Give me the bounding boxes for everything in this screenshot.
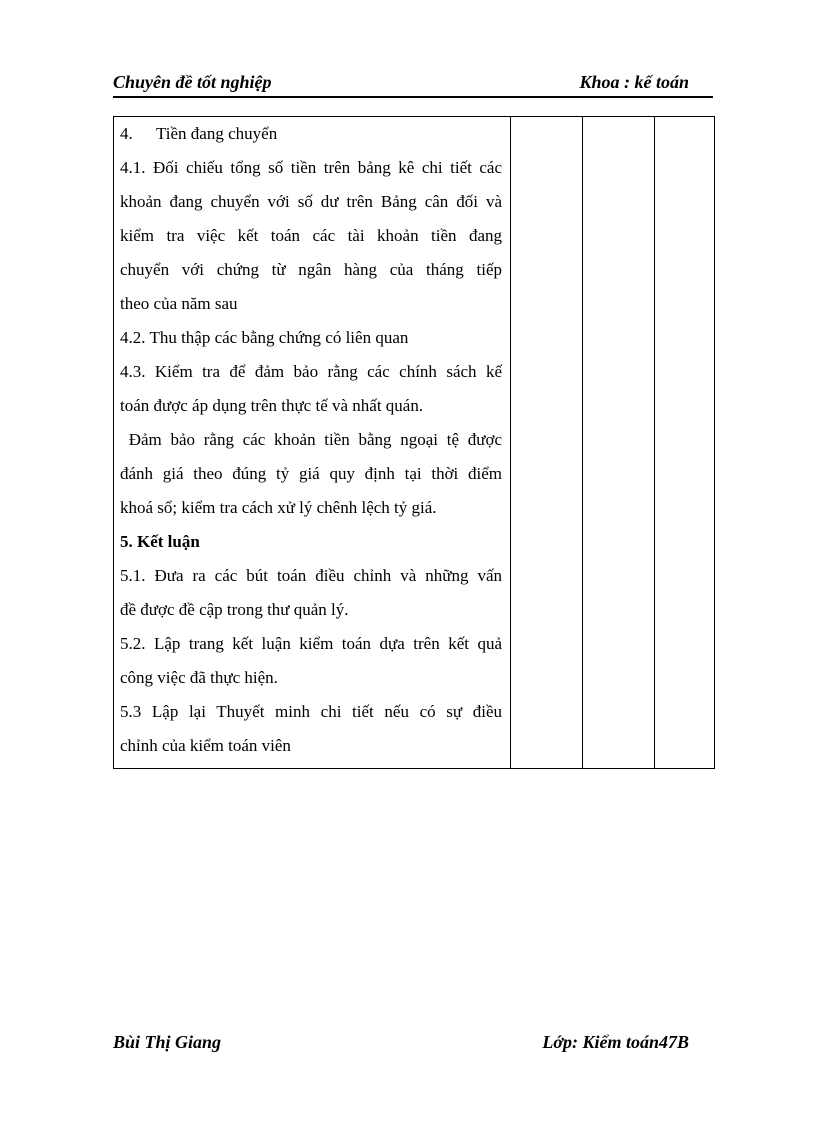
section5-heading: 5. Kết luận [120,532,200,551]
footer-author: Bùi Thị Giang [113,1032,222,1052]
p52-line: 5.2. Lập trang kết luận kiểm toán dựa trên kết quả [120,634,502,653]
p41-line: khoản đang chuyển với số dư trên Bảng cân đối và [120,192,502,211]
item4-number: 4. [120,124,133,143]
procedure-table [113,116,715,769]
p41-line: theo của năm sau [120,294,238,313]
p43-line: toán được áp dụng trên thực tế và nhất quán. [120,396,424,415]
p43b-line: khoá sổ; kiểm tra cách xử lý chênh lệch tỷ giá. [120,498,437,517]
item4-title: Tiền đang chuyển [156,124,278,143]
procedure-content-cell [114,117,511,769]
table-row [114,117,715,769]
p41-line: 4.1. Đối chiếu tổng số tiền trên bảng kê chi tiết các [120,158,502,177]
p43b-line: đánh giá theo đúng tỷ giá quy định tại thời điểm [120,464,502,483]
p42-line: 4.2. Thu thập các bằng chứng có liên quan [120,328,409,347]
p51-line: đề được đề cập trong thư quản lý. [120,600,349,619]
p53-line: chỉnh của kiểm toán viên [120,736,291,755]
footer-class: Lớp: Kiểm toán47B [542,1032,689,1052]
empty-column-cell [655,117,715,769]
header-document-title: Chuyên đề tốt nghiệp [113,72,272,92]
p43b-line: Đảm bảo rằng các khoản tiền bằng ngoại tệ được [120,430,502,449]
header-faculty: Khoa : kế toán [579,72,689,92]
empty-column-cell [511,117,583,769]
page-header [113,70,713,98]
p43-line: 4.3. Kiểm tra để đảm bảo rằng các chính sách kế [120,362,502,381]
p53-line: 5.3 Lập lại Thuyết minh chi tiết nếu có sự điều [120,702,502,721]
p41-line: chuyển với chứng từ ngân hàng của tháng tiếp [120,260,502,279]
page-footer [113,1030,713,1056]
p41-line: kiểm tra việc kết toán các tài khoản tiền đang [120,226,502,245]
p51-line: 5.1. Đưa ra các bút toán điều chỉnh và những vấn [120,566,502,585]
empty-column-cell [583,117,655,769]
item4-heading [120,117,502,151]
p52-line: công việc đã thực hiện. [120,668,278,687]
